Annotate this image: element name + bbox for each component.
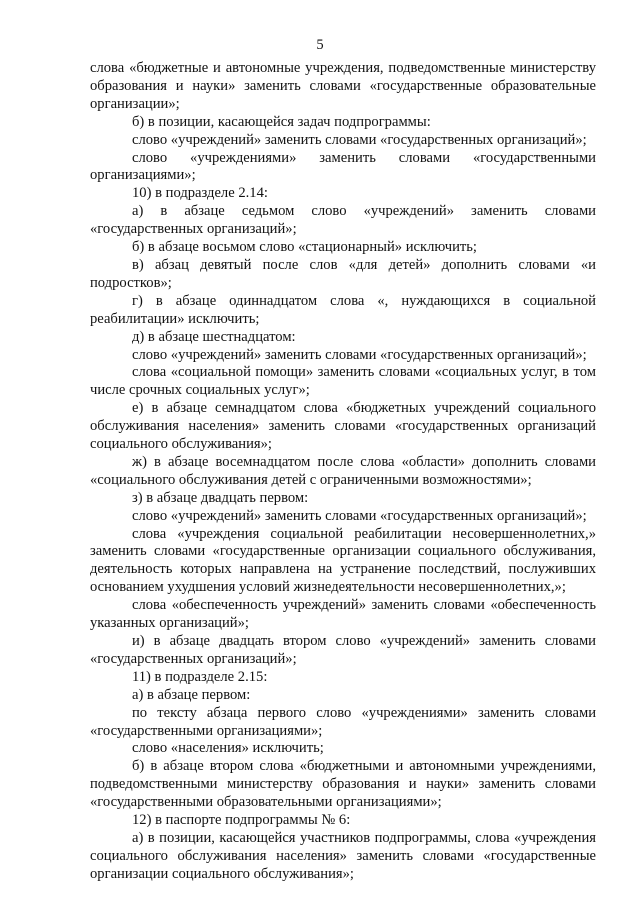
paragraph: 11) в подразделе 2.15: (132, 668, 268, 685)
paragraph: 12) в паспорте подпрограммы № 6: (132, 812, 351, 829)
paragraph: слова «учреждения социальной реабилитации несовершеннолетних,» заменить словами «государственные организации социального обслуживания, деятельность которых направлена на устранение последствий, послуживших основанием ухудшения условий жизнедеятельности несовершеннолетних,»; (90, 525, 596, 596)
document-body (90, 60, 596, 884)
paragraph: д) в абзаце шестнадцатом: (132, 328, 296, 345)
paragraph: слово «учреждений» заменить словами «государственных организаций»; (132, 507, 587, 524)
paragraph: б) в абзаце втором слова «бюджетными и автономными учреждениями, подведомственными министерству образования и науки» заменить словами «государственными образовательными организациями»; (90, 758, 596, 811)
page-number: 5 (316, 37, 324, 53)
paragraph: а) в позиции, касающейся участников подпрограммы, слова «учреждения социального обслуживания населения» заменить словами «государственные организации социального обслуживания»; (90, 829, 596, 882)
paragraph: слово «учреждений» заменить словами «государственных организаций»; (132, 131, 587, 148)
paragraph: а) в абзаце первом: (132, 686, 251, 703)
paragraph: б) в абзаце восьмом слово «стационарный» исключить; (132, 239, 477, 256)
paragraph: ж) в абзаце восемнадцатом после слова «области» дополнить словами «социального обслуживания детей с ограниченными возможностями»; (90, 453, 596, 488)
paragraph: слова «социальной помощи» заменить словами «социальных услуг, в том числе срочных социальных услуг»; (90, 364, 596, 399)
paragraph: слово «учреждениями» заменить словами «государственными организациями»; (90, 149, 596, 184)
paragraph: в) абзац девятый после слов «для детей» дополнить словами «и подростков»; (90, 256, 596, 291)
paragraph: слово «учреждений» заменить словами «государственных организаций»; (132, 346, 587, 363)
paragraph: по тексту абзаца первого слово «учреждениями» заменить словами «государственными организациями»; (90, 704, 596, 739)
paragraph: и) в абзаце двадцать втором слово «учреждений» заменить словами «государственных организаций»; (90, 633, 596, 667)
paragraph: 10) в подразделе 2.14: (132, 185, 268, 202)
paragraph: е) в абзаце семнадцатом слова «бюджетных учреждений социального обслуживания населения» заменить словами «государственных организаций социального обслуживания»; (90, 400, 596, 453)
paragraph: г) в абзаце одиннадцатом слова «, нуждающихся в социальной реабилитации» исключить; (90, 292, 596, 327)
paragraph: з) в абзаце двадцать первом: (132, 489, 309, 506)
paragraph-continuation: слова «бюджетные и автономные учреждения, подведомственные министерству образования и науки» заменить словами «государственные образовательные организации»; (90, 60, 596, 112)
paragraph: б) в позиции, касающейся задач подпрограммы: (132, 113, 431, 130)
paragraph: слова «обеспеченность учреждений» заменить словами «обеспеченность указанных организаций»; (90, 597, 596, 632)
paragraph: а) в абзаце седьмом слово «учреждений» заменить словами «государственных организаций»; (90, 203, 596, 238)
paragraph: слово «населения» исключить; (132, 740, 324, 757)
